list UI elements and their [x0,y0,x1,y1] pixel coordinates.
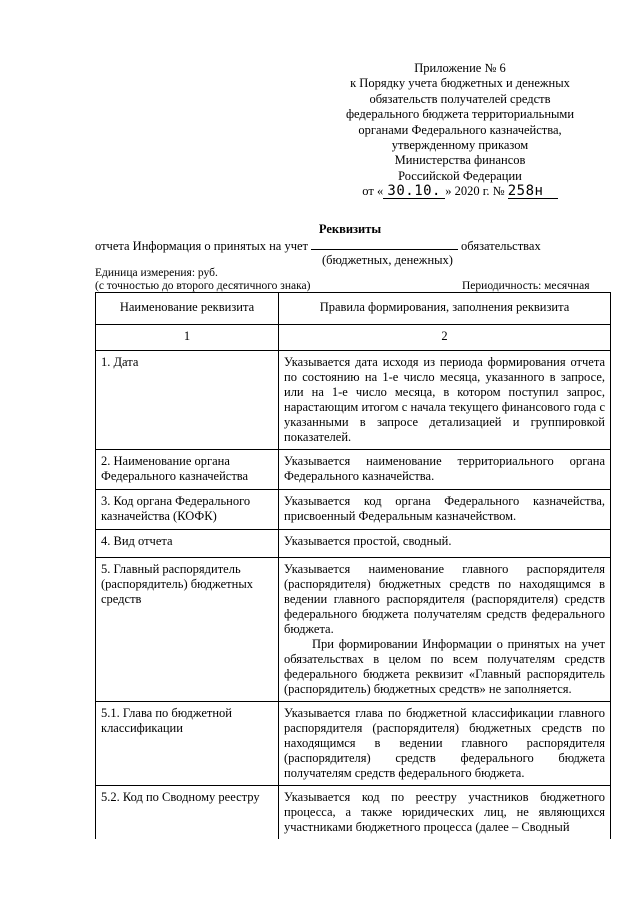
requisite-rule [279,351,611,450]
table-row [96,490,611,530]
requisite-name: 5.2. Код по Сводному реестру [96,786,279,840]
column-header: Правила формирования, заполнения реквизита [279,293,611,325]
units-block [95,267,310,293]
rule-text: Указывается наименование территориального органа Федерального казначейства. [284,454,605,483]
appendix-line: утвержденному приказом [391,138,529,153]
appendix-line: Приложение № 6 [414,61,506,75]
date-prefix: от « [362,184,384,199]
requisite-name: 1. Дата [96,351,279,450]
report-subnote: (бюджетных, денежных) [322,253,453,267]
report-blank-field [311,238,458,250]
requisite-rule [279,450,611,490]
rule-text: Указывается код по реестру участников бюджетного процесса, а также юридических лиц, не являющихся участниками бюджетного процесса (далее – Сводный [284,790,605,834]
periodicity: Периодичность: месячная [462,280,590,292]
requisite-rule [279,786,611,840]
rule-text: Указывается код органа Федерального казначейства, присвоенный Федеральным казначейством. [284,494,605,523]
requisite-name: 2. Наименование органа Федерального казначейства [96,450,279,490]
appendix-line: обязательств получателей средств [369,91,551,106]
units-precision: (с точностью до второго десятичного знака) [95,280,311,292]
appendix-header [330,61,590,200]
requisite-rule [279,490,611,530]
table-header-row [96,293,611,325]
table-row [96,450,611,490]
date-mid: » 2020 г. № [445,184,505,199]
table-row [96,702,611,786]
requisite-name: 5.1. Глава по бюджетной классификации [96,702,279,786]
table-row [96,351,611,450]
column-number-row [96,325,611,351]
requisite-rule [279,702,611,786]
report-line [95,238,541,254]
rule-text: Указывается дата исходя из периода формирования отчета по состоянию на 1-е число месяца, указанного в запросе, или на 1-е число месяца, в котором поступил запрос, нарастающим итогом с начала текущего финансового года с указанными в запросе детализацией и группировкой показателей. [284,355,605,444]
date-day-month: 30.10. [383,184,445,199]
rule-text: Указывается простой, сводный. [284,534,452,548]
rule-text: При формировании Информации о принятых на учет обязательствах в целом по всем получателям средств федерального бюджета реквизит «Главный распорядитель (распорядитель) бюджетных средств» не заполняется. [284,637,605,696]
table-row [96,786,611,840]
appendix-line: органами Федерального казначейства, [358,122,562,137]
appendix-line: Министерства финансов [394,153,526,168]
order-number: 258н [508,184,558,199]
requisites-table [95,292,611,839]
appendix-date-line [330,184,590,199]
rule-text: Указывается наименование главного распорядителя (распорядителя) бюджетных средств по находящимся в ведении главного распорядителя (распорядителя) средств федерального бюджета получателям средств федерального бюджета. [284,562,605,636]
appendix-line: Российской Федерации [398,168,522,183]
rule-text: Указывается глава по бюджетной классификации главного распорядителя (распорядителя) бюджетных средств по находящимся в ведении главного распорядителя (распорядителя) средств федерального бюджета получателям средств федерального бюджета. [284,706,605,780]
requisite-rule [279,558,611,702]
requisite-name: 5. Главный распорядитель (распорядитель) бюджетных средств [96,558,279,702]
units-line: Единица измерения: руб. [95,267,218,279]
appendix-line: федерального бюджета территориальными [345,107,575,122]
table-row [96,558,611,702]
column-number: 1 [96,325,279,351]
column-header: Наименование реквизита [96,293,279,325]
requisite-name: 3. Код органа Федерального казначейства (КОФК) [96,490,279,530]
report-prefix: отчета Информация о принятых на учет [95,239,309,253]
appendix-line: к Порядку учета бюджетных и денежных [350,76,570,91]
document-title: Реквизиты [318,222,382,236]
column-number: 2 [279,325,611,351]
report-suffix: обязательствах [461,239,541,253]
requisite-name: 4. Вид отчета [96,530,279,558]
requisite-rule [279,530,611,558]
table-row [96,530,611,558]
